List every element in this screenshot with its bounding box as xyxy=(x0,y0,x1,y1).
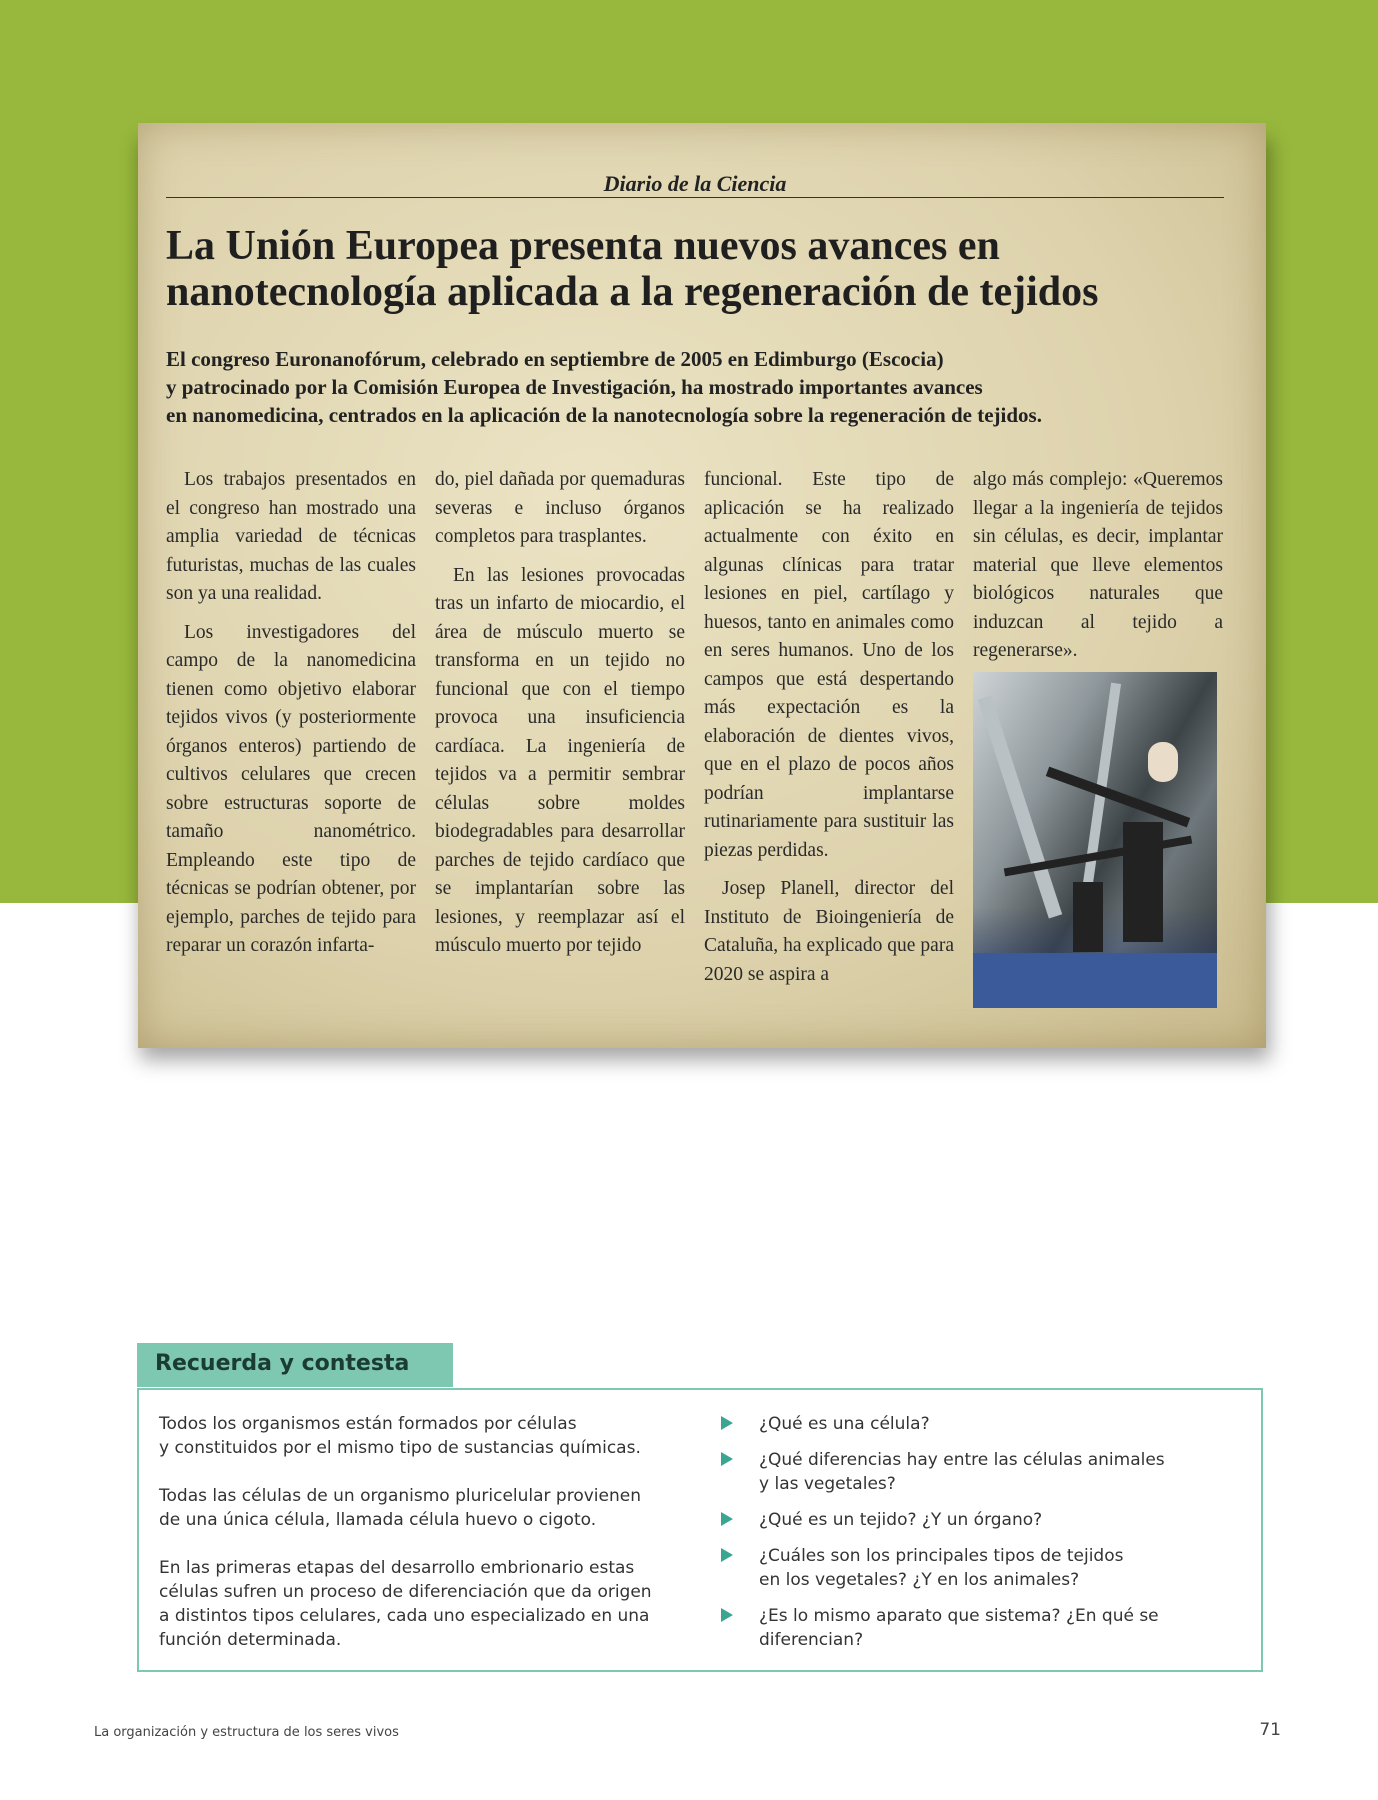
question-line: ¿Qué es un tejido? ¿Y un órgano? xyxy=(759,1510,1043,1530)
recuerda-box xyxy=(137,1388,1263,1672)
question-line: ¿Qué diferencias hay entre las células animales xyxy=(759,1450,1165,1470)
lead-paragraph xyxy=(166,345,1226,429)
article-column-1 xyxy=(166,466,416,971)
question-line: ¿Cuáles son los principales tipos de tejidos xyxy=(759,1546,1124,1566)
arrow-right-icon xyxy=(721,1548,733,1562)
article-paragraph: algo más complejo: «Queremos llegar a la ingeniería de tejidos sin células, es decir, implantar material que lleve elementos biológicos naturales que induzcan al tejido a regenerarse». xyxy=(973,469,1223,661)
statement-line: Todos los organismos están formados por células xyxy=(159,1414,577,1434)
statement-line: Todas las células de un organismo pluricelular provienen xyxy=(159,1486,641,1506)
statement xyxy=(159,1556,679,1652)
question-line: ¿Es lo mismo aparato que sistema? ¿En qué se xyxy=(759,1606,1159,1626)
recuerda-statements xyxy=(159,1412,679,1676)
question-item xyxy=(721,1544,1221,1592)
chapter-footer: La organización y estructura de los seres vivos xyxy=(94,1725,399,1740)
recuerda-questions xyxy=(721,1412,1221,1664)
question-item xyxy=(721,1412,1221,1436)
lead-line: El congreso Euronanofórum, celebrado en septiembre de 2005 en Edimburgo (Escocia) xyxy=(166,347,944,371)
question-item xyxy=(721,1448,1221,1496)
statement-line: En las primeras etapas del desarrollo embrionario estas xyxy=(159,1558,635,1578)
question-line: ¿Qué es una célula? xyxy=(759,1414,930,1434)
question-line: en los vegetales? ¿Y en los animales? xyxy=(759,1570,1080,1590)
article-paragraph: do, piel dañada por quemaduras severas e incluso órganos completos para trasplantes. xyxy=(435,469,685,547)
statement-line: a distintos tipos celulares, cada uno especializado en una xyxy=(159,1606,650,1626)
newspaper-clipping xyxy=(138,123,1266,1048)
newspaper-masthead: Diario de la Ciencia xyxy=(166,171,1224,198)
page-number: 71 xyxy=(1259,1720,1281,1740)
statement xyxy=(159,1412,679,1460)
question-line: y las vegetales? xyxy=(759,1474,896,1494)
arrow-right-icon xyxy=(721,1416,733,1430)
article-column-4 xyxy=(973,466,1223,676)
question-item xyxy=(721,1604,1221,1652)
headline-line: nanotecnología aplicada a la regeneración de tejidos xyxy=(166,269,1099,315)
statement-line: función determinada. xyxy=(159,1630,342,1650)
lead-line: en nanomedicina, centrados en la aplicación de la nanotecnología sobre la regeneración de tejidos. xyxy=(166,403,1042,427)
arrow-right-icon xyxy=(721,1452,733,1466)
statement-line: células sufren un proceso de diferenciación que da origen xyxy=(159,1582,652,1602)
article-paragraph: Josep Planell, director del Instituto de Bioingeniería de Cataluña, ha explicado que para 2020 se aspira a xyxy=(704,878,954,985)
arrow-right-icon xyxy=(721,1512,733,1526)
lead-line: y patrocinado por la Comisión Europea de Investigación, ha mostrado importantes avances xyxy=(166,375,983,399)
headline-line: La Unión Europea presenta nuevos avances en xyxy=(166,223,1000,269)
arrow-right-icon xyxy=(721,1608,733,1622)
article-paragraph: Los trabajos presentados en el congreso han mostrado una amplia variedad de técnicas futuristas, muchas de las cuales son ya una realidad. xyxy=(166,469,416,604)
question-line: diferencian? xyxy=(759,1630,864,1650)
article-paragraph: En las lesiones provocadas tras un infarto de miocardio, el área de músculo muerto se transforma en un tejido no funcional que con el tiempo provoca una insuficiencia cardíaca. La ingeniería de tejidos va a permitir sembrar células sobre moldes biodegradables para desarrollar parches de tejido cardíaco que se implantarían sobre las lesiones, y reemplazar así el músculo muerto por tejido xyxy=(435,564,685,956)
article-paragraph: funcional. Este tipo de aplicación se ha realizado actualmente con éxito en algunas clínicas para tratar lesiones en piel, cartílago y huesos, tanto en animales como en seres humanos. Uno de los campos que está despertando más expectación es la elaboración de dientes vivos, que en el plazo de pocos años podrían implantarse rutinariamente para sustituir las piezas perdidas. xyxy=(704,469,954,861)
article-column-2 xyxy=(435,466,685,971)
question-item xyxy=(721,1508,1221,1532)
laboratory-photo xyxy=(973,672,1217,1008)
article-column-3 xyxy=(704,466,954,999)
statement-line: de una única célula, llamada célula huevo o cigoto. xyxy=(159,1510,597,1530)
headline xyxy=(166,223,1226,315)
statement xyxy=(159,1484,679,1532)
statement-line: y constituidos por el mismo tipo de sustancias químicas. xyxy=(159,1438,641,1458)
article-paragraph: Los investigadores del campo de la nanomedicina tienen como objetivo elaborar tejidos vivos (y posteriormente órganos enteros) partiendo de cultivos celulares que crecen sobre estructuras soporte de tamaño nanométrico. Empleando este tipo de técnicas se podrían obtener, por ejemplo, parches de tejido para reparar un corazón infarta- xyxy=(166,621,416,956)
recuerda-header: Recuerda y contesta xyxy=(137,1343,453,1387)
